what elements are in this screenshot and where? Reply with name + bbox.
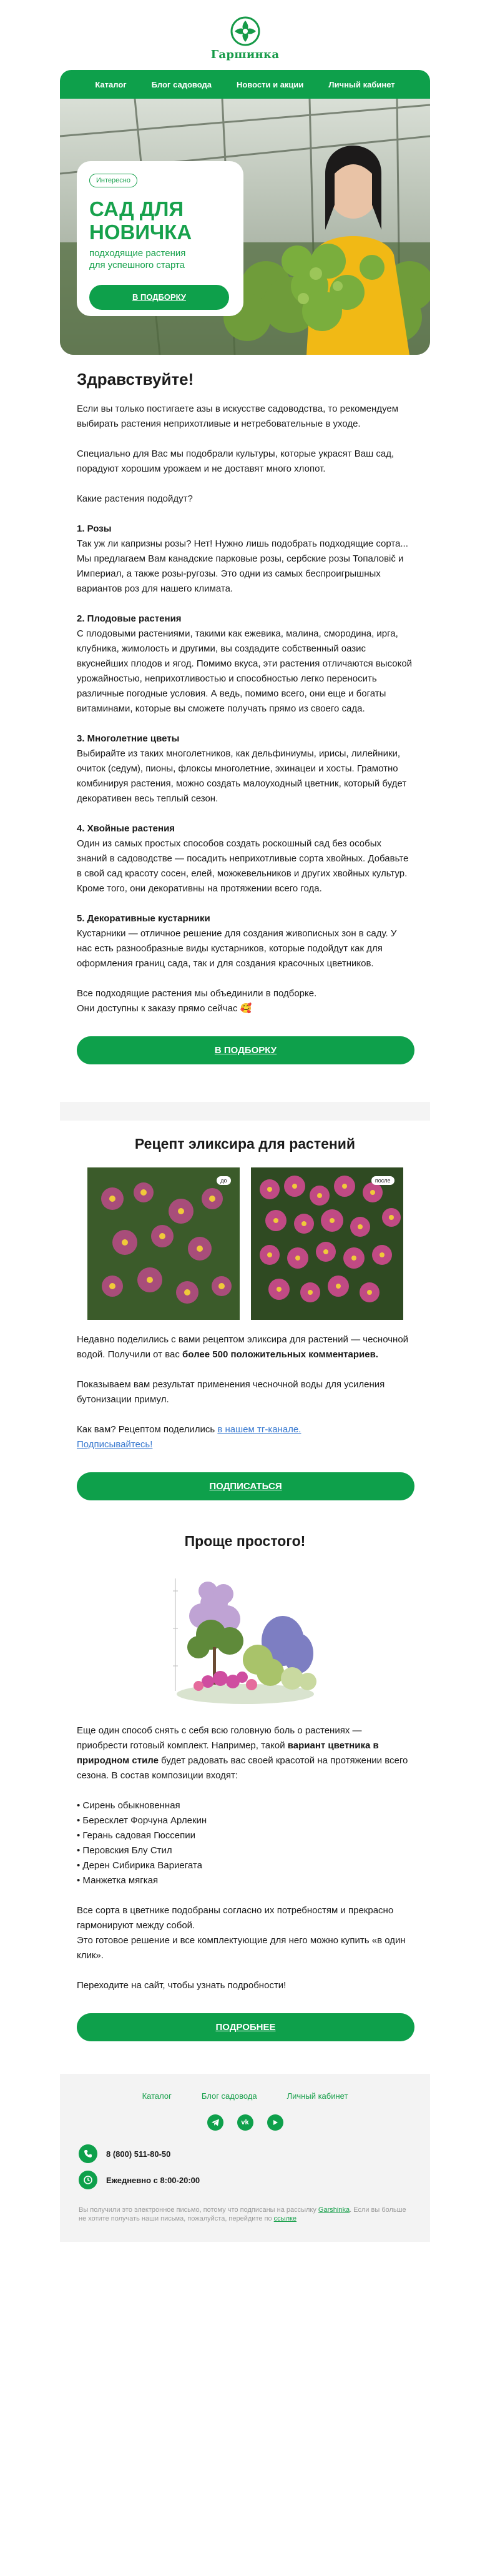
simple-title: Проще простого! (184, 1533, 306, 1549)
photo-before (87, 1167, 240, 1320)
nav-news[interactable]: Новости и акции (236, 79, 304, 89)
photo-after (251, 1167, 403, 1320)
youtube-icon[interactable] (267, 2114, 283, 2131)
brand-header (60, 0, 430, 70)
list-item: • Сирень обыкновенная (77, 1800, 180, 1811)
nav-blog[interactable]: Блог садовода (151, 79, 212, 89)
label-before: до (217, 1176, 230, 1185)
item-title: 1. Розы (77, 523, 112, 534)
footer-links (79, 2091, 411, 2101)
footer (60, 2074, 430, 2242)
garden-composition-image (77, 1566, 413, 1711)
subscribe-link[interactable]: Подписывайтесь! (77, 1439, 153, 1450)
elixir-text: Недавно поделились с вами рецептом эликсира для растений — чесночной водой. Получили от вас более 500 положительных комментариев. Показываем вам результат применения чесночной воды для усиления бутонизации примул. Как вам? Рецептом поделились в нашем тг-канале. Подписывайтесь! (77, 1334, 409, 1450)
brand-name[interactable]: Гаршинка (210, 48, 280, 61)
hero-banner (60, 99, 430, 355)
flower-logo-icon[interactable] (230, 16, 261, 47)
list-item: • Дерен Сибирика Вариегата (77, 1860, 202, 1871)
details-button[interactable]: ПОДРОБНЕЕ (77, 2013, 414, 2041)
unsubscribe-link[interactable]: ссылке (273, 2215, 297, 2222)
collection-button[interactable]: В ПОДБОРКУ (77, 1036, 414, 1064)
unsubscribe-note: Вы получили это электронное письмо, потому что подписаны на рассылку Garshinka. Если вы больше не хотите получать наши письма, пожалуйста, перейдите по ссылке (79, 2206, 406, 2222)
nav-catalog[interactable]: Каталог (95, 79, 127, 89)
simple-text: Еще один способ снять с себя всю головную боль о растениях — приобрести готовый комплект. Например, такой вариант цветника в природном стиле будет радовать вас своей красотой на протяжении всего сезона. В состав композиции входят: • Сирень обыкновенная • Бересклет Форчуна Арлекин • Герань садовая Гюссепии • Перовския Блу Стил • Дерен Сибирика Вариегата • Манжетка мягкая Все сорта в цветнике подобраны согласно их потребностям и прекрасно гармонируют между собой. Это готовое решение и все комплектующие для него можно купить «в один клик». Переходите на сайт, чтобы узнать подробности! (77, 1723, 413, 1993)
working-hours: Ежедневно с 8:00-20:00 (106, 2175, 200, 2185)
item-title: 2. Плодовые растения (77, 613, 182, 624)
intro-text: Если вы только постигаете азы в искусстве садоводства, то рекомендуем выбирать растения неприхотливые и нетребовательные в уходе. Специально для Вас мы подобрали культуры, которые украсят Ваш сад, порадуют хорошим урожаем и не доставят много хлопот. Какие растения подойдут? 1. Розы Так уж ли капризны розы? Нет! Нужно лишь подобрать подходящие сорта... Мы предлагаем Вам канадские парковые розы, сербские розы Топаловič и Империал, а также розы-ругозы. Это одни из самых беспроигрышных вариантов роз для нашего климата. 2. Плодовые растения С плодовыми растениями, такими как ежевика, малина, смородина, ирга, клубника, жимолость и другими, вы создадите собственный оазис вкуснейших плодов и ягод. Помимо вкуса, эти растения отличаются высокой урожайностью, неприхотливостью и способностью легко переносить различные погодные условия. А ведь, помимо всего, они еще и богаты витаминами, которые вы сможете получать прямо из своего сада. 3. Многолетние цветы Выбирайте из таких многолетников, как дельфиниумы, ирисы, лилейники, очиток (седум), пионы, флоксы многолетние, эхинацеи и хосты. Грамотно комбинируя растения, можно создать малоуходный цветник, который будет декоративен весь теплый сезон. 4. Хвойные растения Один из самых простых способов создать роскошный сад без особых знаний в садоводстве — посадить неприхотливые сорта хвойных. Добавьте в свой сад красоту сосен, елей, можжевельников и других хвойных культур. Кроме того, они декоративны на протяжении всего года. 5. Декоративные кустарники Кустарники — отличное решение для создания живописных зон в саду. У нас есть разнообразные виды кустарников, которые подойдут как для оформления границ сада, так и для создания красочных цветников. Все подходящие растения мы объединили в подборке. Они доступны к заказу прямо сейчас 🥰 (77, 404, 413, 1014)
hero-badge: Интересно (89, 174, 137, 187)
hero-card (77, 161, 243, 316)
item-title: 5. Декоративные кустарники (77, 913, 210, 924)
subscribe-button[interactable]: ПОДПИСАТЬСЯ (77, 1472, 414, 1500)
list-item: • Герань садовая Гюссепии (77, 1830, 195, 1841)
hero-subtitle: подходящие растения для успешного старта (89, 248, 186, 270)
clock-icon (79, 2171, 97, 2189)
footer-link-catalog[interactable]: Каталог (142, 2091, 172, 2101)
label-after: после (371, 1176, 394, 1185)
nav-account[interactable]: Личный кабинет (328, 79, 395, 89)
phone-row (79, 2144, 411, 2163)
item-title: 4. Хвойные растения (77, 823, 175, 834)
list-item: • Бересклет Форчуна Арлекин (77, 1815, 207, 1826)
phone-number[interactable]: 8 (800) 511-80-50 (106, 2149, 171, 2159)
social-links (79, 2114, 411, 2131)
list-item: • Перовския Блу Стил (77, 1845, 172, 1856)
hours-row (79, 2171, 411, 2189)
footer-link-account[interactable]: Личный кабинет (287, 2091, 348, 2101)
hero-cta-button[interactable]: В ПОДБОРКУ (89, 285, 229, 310)
before-after-photos (77, 1167, 413, 1320)
list-item: • Манжетка мягкая (77, 1875, 159, 1886)
elixir-title: Рецепт эликсира для растений (134, 1136, 356, 1152)
vk-icon[interactable]: vk (237, 2114, 253, 2131)
hero-title: САД ДЛЯ НОВИЧКА (89, 197, 192, 244)
section-divider (60, 1102, 430, 1121)
phone-icon (79, 2144, 97, 2163)
greeting: Здравствуйте! (77, 370, 194, 389)
brand-link[interactable]: Garshinka (318, 2206, 350, 2214)
tg-channel-link[interactable]: в нашем тг-канале. (217, 1424, 301, 1435)
telegram-icon[interactable] (207, 2114, 223, 2131)
top-nav (60, 70, 430, 99)
footer-link-blog[interactable]: Блог садовода (201, 2091, 257, 2101)
item-title: 3. Многолетние цветы (77, 733, 180, 744)
